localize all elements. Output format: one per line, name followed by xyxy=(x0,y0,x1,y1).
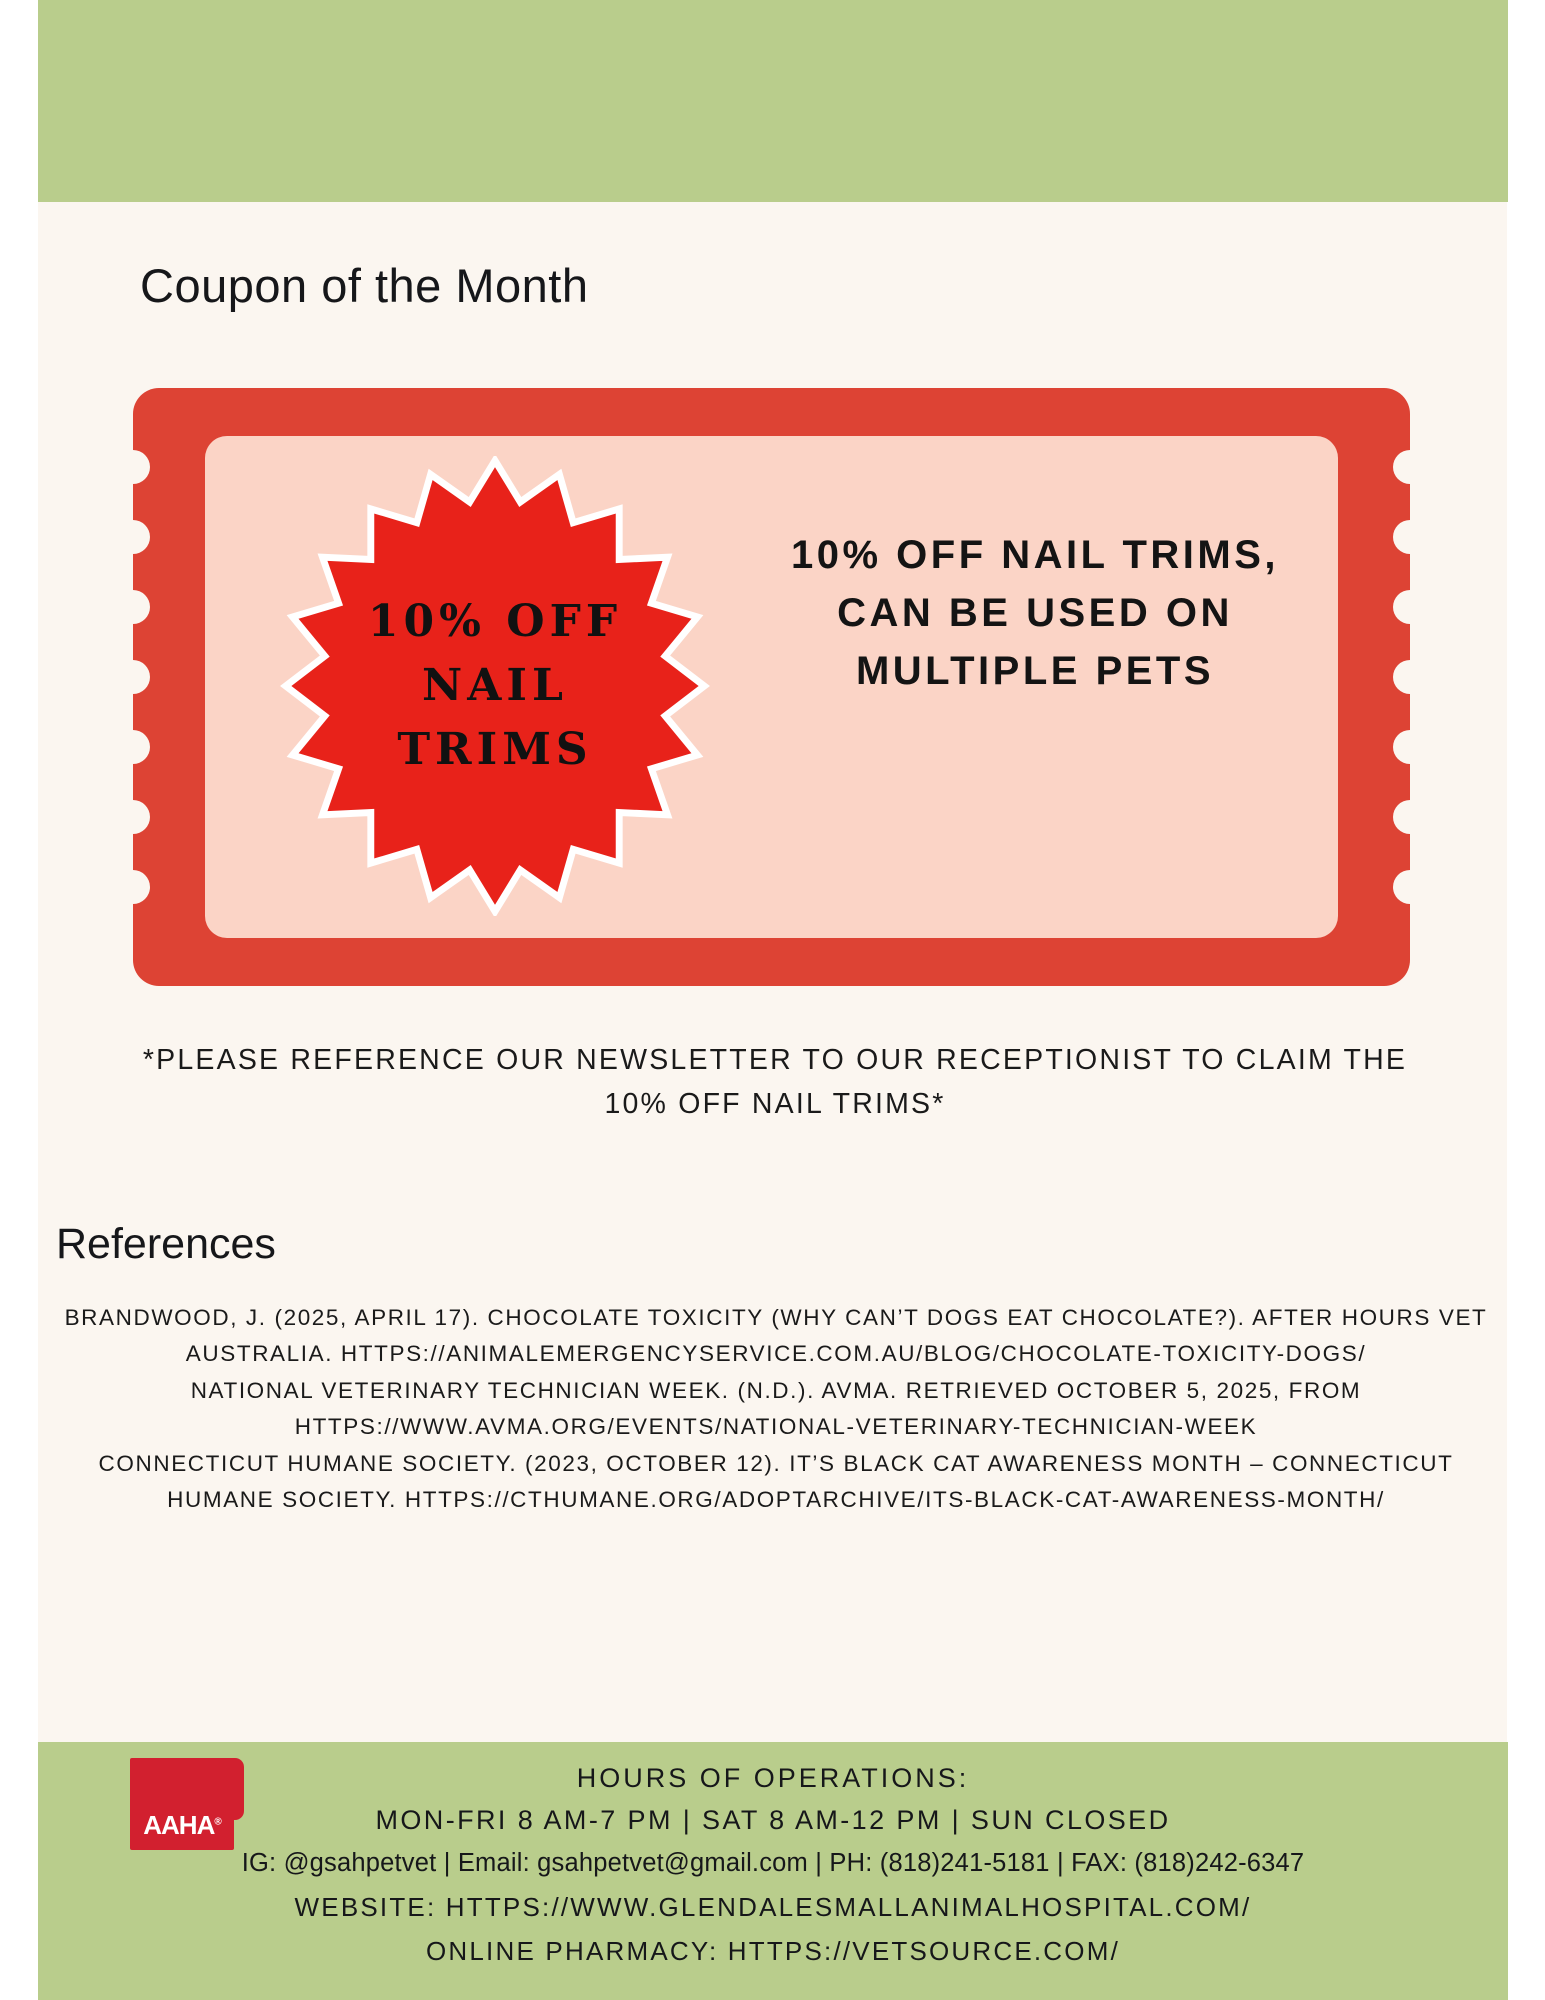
aaha-logo-word: AAHA xyxy=(143,1810,215,1840)
ticket-notch xyxy=(1393,450,1427,484)
pharmacy-line[interactable]: ONLINE PHARMACY: HTTPS://VETSOURCE.COM/ xyxy=(426,1936,1120,1967)
discount-starburst xyxy=(265,456,725,916)
starburst-line-1: 10% OFF xyxy=(367,596,623,648)
reference-entry: CONNECTICUT HUMANE SOCIETY. (2023, OCTOBER 12). IT’S BLACK CAT AWARENESS MONTH – CONNECTICUT HUMANE SOCIETY. HTTPS://CTHUMANE.ORG/ADOPTARCHIVE/ITS-BLACK-CAT-AWARENESS-MONTH/ xyxy=(98,1450,1454,1513)
aaha-registered-mark: ® xyxy=(214,1816,221,1828)
ticket-notch xyxy=(1393,870,1427,904)
ticket-notch xyxy=(116,520,150,554)
ticket-notch xyxy=(116,730,150,764)
starburst-line-3: TRIMS xyxy=(397,723,593,775)
starburst-line-2: NAIL xyxy=(422,660,568,712)
hours-label: HOURS OF OPERATIONS: xyxy=(576,1763,970,1793)
coupon-disclaimer: *PLEASE REFERENCE OUR NEWSLETTER TO OUR RECEPTIONIST TO CLAIM THE 10% OFF NAIL TRIMS* xyxy=(142,1044,1408,1121)
ticket-notch xyxy=(1393,660,1427,694)
left-margin xyxy=(0,0,38,2000)
ticket-notch xyxy=(116,870,150,904)
ticket-inner-panel xyxy=(205,436,1338,938)
website-line[interactable]: WEBSITE: HTTPS://WWW.GLENDALESMALLANIMALHOSPITAL.COM/ xyxy=(294,1892,1252,1923)
ticket-notch xyxy=(1393,590,1427,624)
ticket-notch xyxy=(1393,800,1427,834)
coupon-ticket xyxy=(133,388,1410,986)
reference-entry: NATIONAL VETERINARY TECHNICIAN WEEK. (N.D.). AVMA. RETRIEVED OCTOBER 5, 2025, FROM HTTPS://WWW.AVMA.ORG/EVENTS/NATIONAL-VETERINARY-TECHNICIAN-WEEK xyxy=(190,1377,1362,1440)
footer-band xyxy=(38,1742,1508,2000)
reference-entry: BRANDWOOD, J. (2025, APRIL 17). CHOCOLATE TOXICITY (WHY CAN’T DOGS EAT CHOCOLATE?). AFTER HOURS VET AUSTRALIA. HTTPS://ANIMALEMERGENCYSERVICE.COM.AU/BLOG/CHOCOLATE-TOXICITY-DOGS/ xyxy=(64,1305,1488,1367)
hours-value: MON-FRI 8 AM-7 PM | SAT 8 AM-12 PM | SUN CLOSED xyxy=(375,1804,1171,1835)
ticket-notch xyxy=(1393,730,1427,764)
footer-text-block xyxy=(38,1758,1508,1973)
starburst-text xyxy=(265,456,725,916)
references-list xyxy=(46,1300,1506,1519)
page-title: Coupon of the Month xyxy=(140,259,589,312)
right-margin xyxy=(1507,0,1545,2000)
ticket-notch xyxy=(116,800,150,834)
ticket-notch xyxy=(116,590,150,624)
ticket-notch xyxy=(1393,520,1427,554)
top-green-band xyxy=(38,0,1508,202)
ticket-notch xyxy=(116,450,150,484)
contact-line: IG: @gsahpetvet | Email: gsahpetvet@gmail.com | PH: (818)241-5181 | FAX: (818)242-6347 xyxy=(241,1848,1305,1877)
ticket-notch xyxy=(116,660,150,694)
coupon-description: 10% OFF NAIL TRIMS, CAN BE USED ON MULTIPLE PETS xyxy=(790,533,1280,693)
references-heading: References xyxy=(56,1220,276,1268)
